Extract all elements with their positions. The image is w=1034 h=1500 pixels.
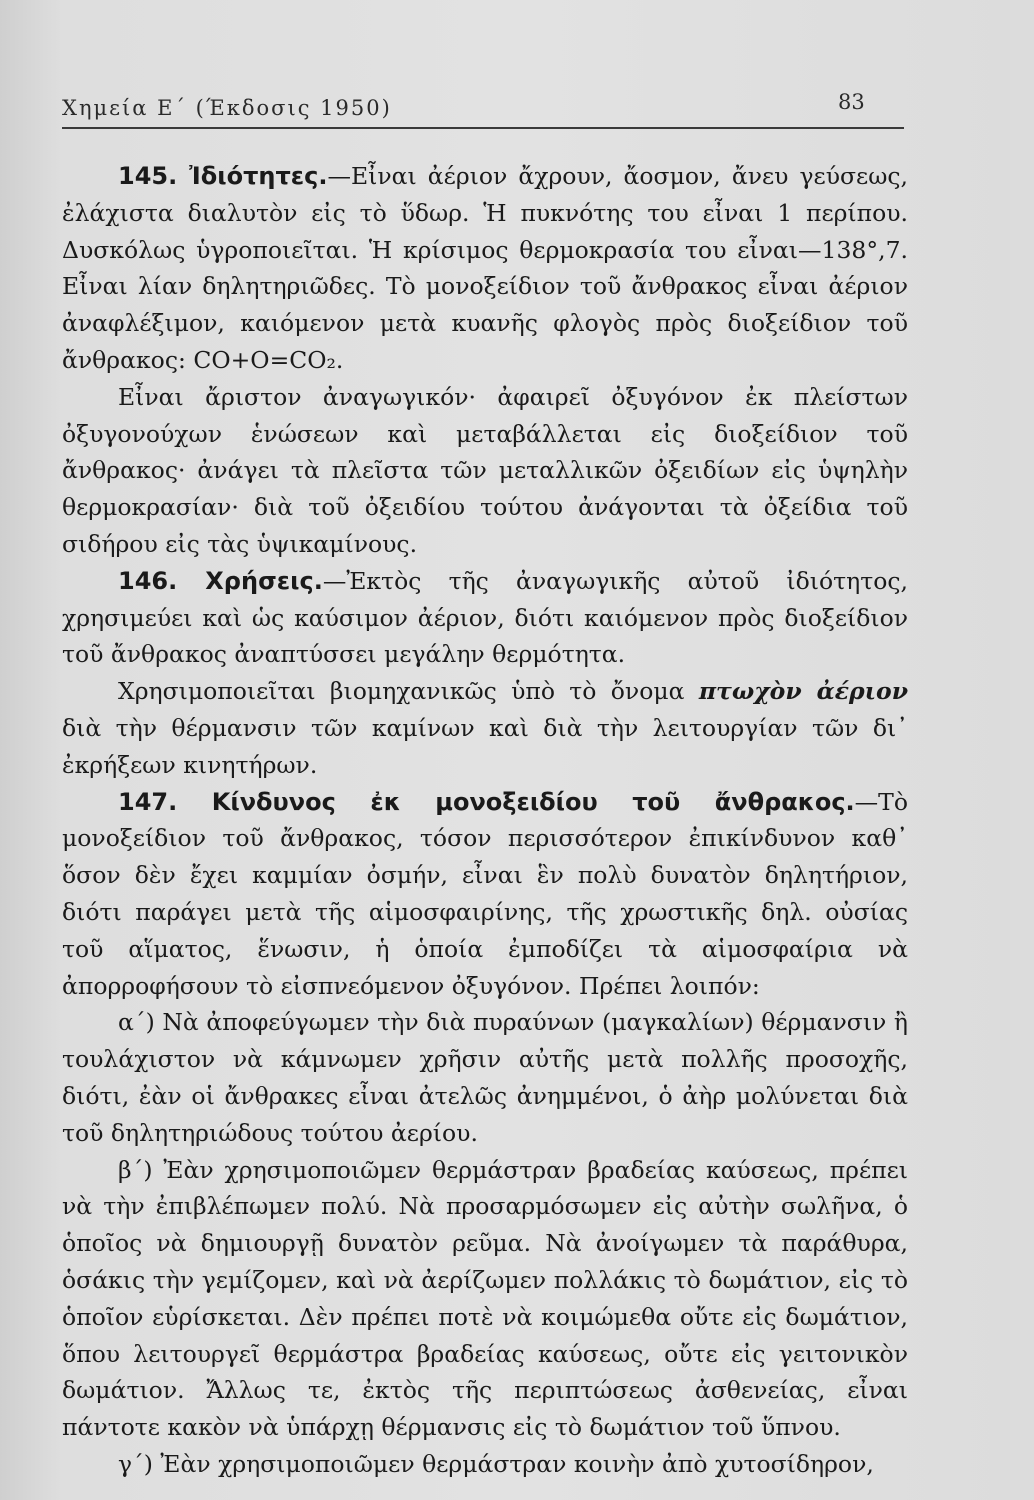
section-145-text-1: —Εἶναι ἀέριον ἄχρουν, ἄοσμον, ἄνευ γεύσεως, ἐλάχιστα διαλυτὸν εἰς τὸ ὕδωρ. Ἡ πυκνότης του εἶναι 1 περίπου. Δυσκόλως ὑγροποιεῖται. Ἡ κρίσιμος θερμοκρασία του εἶναι—138°,7. Εἶναι λίαν δηλητηριῶδες. Τὸ μονοξείδιον τοῦ ἄνθρακος εἶναι ἀέριον ἀναφλέξιμον, καιόμενον μετὰ κυανῆς φλογὸς πρὸς διοξείδιον τοῦ ἄνθρακος: CO+O=CO₂. (62, 162, 909, 374)
section-146-paragraph-1 (62, 563, 908, 673)
section-147-text-1: —Τὸ μονοξείδιον τοῦ ἄνθρακος, τόσον περισσότερον ἐπικίνδυνον καθ᾽ ὅσον δὲν ἔχει καμμίαν ὀσμήν, εἶναι ἓν πολὺ δυνατὸν δηλητήριον, διότι παράγει μετὰ τῆς αἱμοσφαιρίνης, τῆς χρωστικῆς δηλ. οὐσίας τοῦ αἵματος, ἕνωσιν, ἡ ὁποία ἐμποδίζει τὰ αἱμοσφαίρια νὰ ἀπορροφήσουν τὸ εἰσπνεόμενον ὀξυγόνον. Πρέπει λοιπόν: (62, 787, 908, 1000)
section-145-heading: 145. Ἰδιότητες. (118, 162, 328, 190)
header-rule (62, 127, 904, 129)
section-146-text-1: —Ἐκτὸς τῆς ἀναγωγικῆς αὐτοῦ ἰδιότητος, χρησιμεύει καὶ ὡς καύσιμον ἀέριον, διότι καιόμενον πρὸς διοξείδιον τοῦ ἄνθρακος ἀναπτύσσει μεγάλην θερμότητα. (62, 566, 909, 669)
term-ptochon-aerion: πτωχὸν ἀέριον (698, 677, 909, 706)
item-alpha: α΄) Νὰ ἀποφεύγωμεν τὴν διὰ πυραύνων (μαγκαλίων) θέρμανσιν ἢ τουλάχιστον νὰ κάμνωμεν χρῆσιν αὐτῆς μετὰ πολλῆς προσοχῆς, διότι, ἐὰν οἱ ἄνθρακες εἶναι ἀτελῶς ἀνημμένοι, ὁ ἀὴρ μολύνεται διὰ τοῦ δηλητηριώδους τούτου ἀερίου. (62, 1008, 908, 1147)
section-145-paragraph-2: Εἶναι ἄριστον ἀναγωγικόν· ἀφαιρεῖ ὀξυγόνον ἐκ πλείστων ὀξυγονούχων ἑνώσεων καὶ μεταβάλλεται εἰς διοξείδιον τοῦ ἄνθρακος· ἀνάγει τὰ πλεῖστα τῶν μεταλλικῶν ὀξειδίων εἰς ὑψηλὴν θερμοκρασίαν· διὰ τοῦ ὀξειδίου τούτου ἀνάγονται τὰ ὀξείδια τοῦ σιδήρου εἰς τὰς ὑψικαμίνους. (62, 382, 908, 558)
section-145-paragraph-1 (62, 158, 908, 379)
section-146-heading: 146. Χρήσεις. (118, 566, 323, 595)
section-147-heading: 147. Κίνδυνος ἐκ μονοξειδίου τοῦ ἄνθρακος. (118, 787, 855, 816)
item-gamma: γ΄) Ἐὰν χρησιμοποιῶμεν θερμάστραν κοινὴν ἀπὸ χυτοσίδηρον, (118, 1449, 874, 1478)
section-147-paragraph-1 (62, 784, 908, 1005)
item-beta: β΄) Ἐὰν χρησιμοποιῶμεν θερμάστραν βραδείας καύσεως, πρέπει νὰ τὴν ἐπιβλέπωμεν πολύ. Νὰ προσαρμόσωμεν εἰς αὐτὴν σωλῆνα, ὁ ὁποῖος νὰ δημιουργῇ δυνατὸν ρεῦμα. Νὰ ἀνοίγωμεν τὰ παράθυρα, ὁσάκις τὴν γεμίζομεν, καὶ νὰ ἀερίζωμεν πολλάκις τὸ δωμάτιον, εἰς τὸ ὁποῖον εὑρίσκεται. Δὲν πρέπει ποτὲ νὰ κοιμώμεθα οὔτε εἰς δωμάτιον, ὅπου λειτουργεῖ θερμάστρα βραδείας καύσεως, οὔτε εἰς γειτονικὸν δωμάτιον. Ἄλλως τε, ἐκτὸς τῆς περιπτώσεως ἀσθενείας, εἶναι πάντοτε κακὸν νὰ ὑπάρχῃ θέρμανσις εἰς τὸ δωμάτιον τοῦ ὕπνου. (62, 1155, 908, 1442)
section-146-paragraph-2 (62, 673, 908, 783)
page-number: 83 (838, 90, 865, 114)
section-146-text-2b: διὰ τὴν θέρμανσιν τῶν καμίνων καὶ διὰ τὴν λειτουργίαν τῶν δι᾽ ἐκρήξεων κινητήρων. (62, 713, 908, 779)
running-title: Χημεία Ε΄ (Έκδοσις 1950) (62, 96, 392, 120)
page-body (62, 158, 908, 1483)
section-146-text-2a: Χρησιμοποιεῖται βιομηχανικῶς ὑπὸ τὸ ὄνομα (118, 677, 699, 706)
